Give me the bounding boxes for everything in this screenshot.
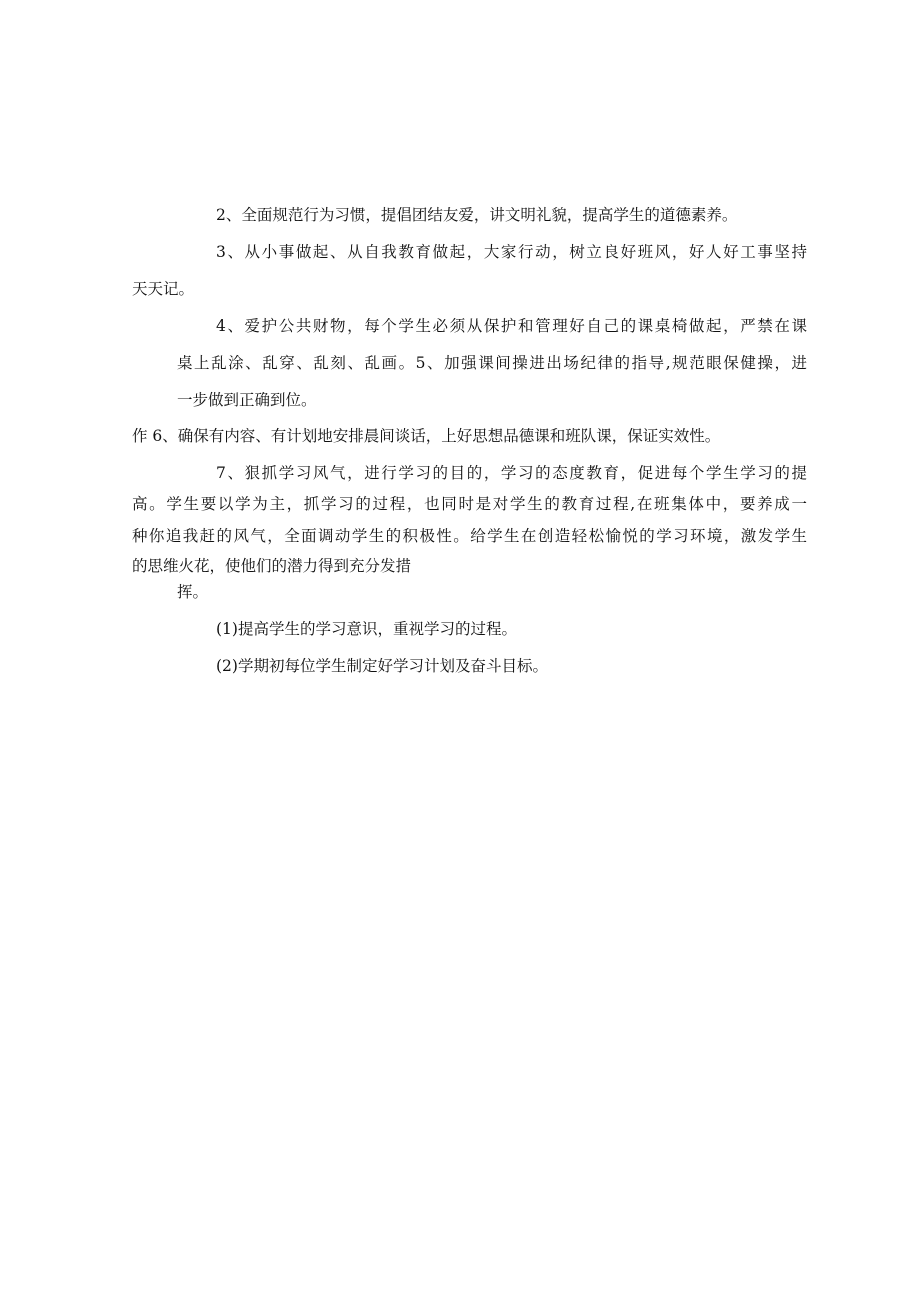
- subitem-2-line: (2)学期初每位学生制定好学习计划及奋斗目标。: [216, 657, 548, 675]
- item-6-line: 作 6、确保有内容、有计划地安排晨间谈话，上好思想品德课和班队课，保证实效性。: [132, 427, 721, 445]
- subitem-1-line: (1)提高学生的学习意识，重视学习的过程。: [216, 620, 517, 638]
- item-4-line-2: 桌上乱涂、乱穿、乱刻、乱画。5、加强课间操进出场纪律的指导,规范眼保健操，进: [177, 354, 807, 372]
- item-5-line-continued: 一步做到正确到位。: [177, 391, 317, 409]
- item-7-line-3: 种你追我赶的风气，全面调动学生的积极性。给学生在创造轻松愉悦的学习环境，激发学生: [132, 527, 807, 545]
- item-7-line-5: 挥。: [177, 583, 209, 601]
- item-7-line-4: 的思维火花，使他们的潜力得到充分发措: [132, 557, 412, 575]
- item-7-line-2: 高。学生要以学为主，抓学习的过程，也同时是对学生的教育过程,在班集体中，要养成一: [132, 495, 807, 513]
- item-7-line-1: 7、狠抓学习风气，进行学习的目的，学习的态度教育，促进每个学生学习的提: [216, 464, 807, 482]
- item-3-line-1: 3、从小事做起、从自我教育做起，大家行动，树立良好班风，好人好工事坚持: [216, 243, 807, 261]
- item-4-line-1: 4、爱护公共财物，每个学生必须从保护和管理好自己的课桌椅做起，严禁在课: [216, 317, 807, 335]
- item-3-line-2: 天天记。: [132, 280, 195, 298]
- item-2-line-1: 2、全面规范行为习惯，提倡团结友爱，讲文明礼貌，提高学生的道德素养。: [216, 206, 738, 224]
